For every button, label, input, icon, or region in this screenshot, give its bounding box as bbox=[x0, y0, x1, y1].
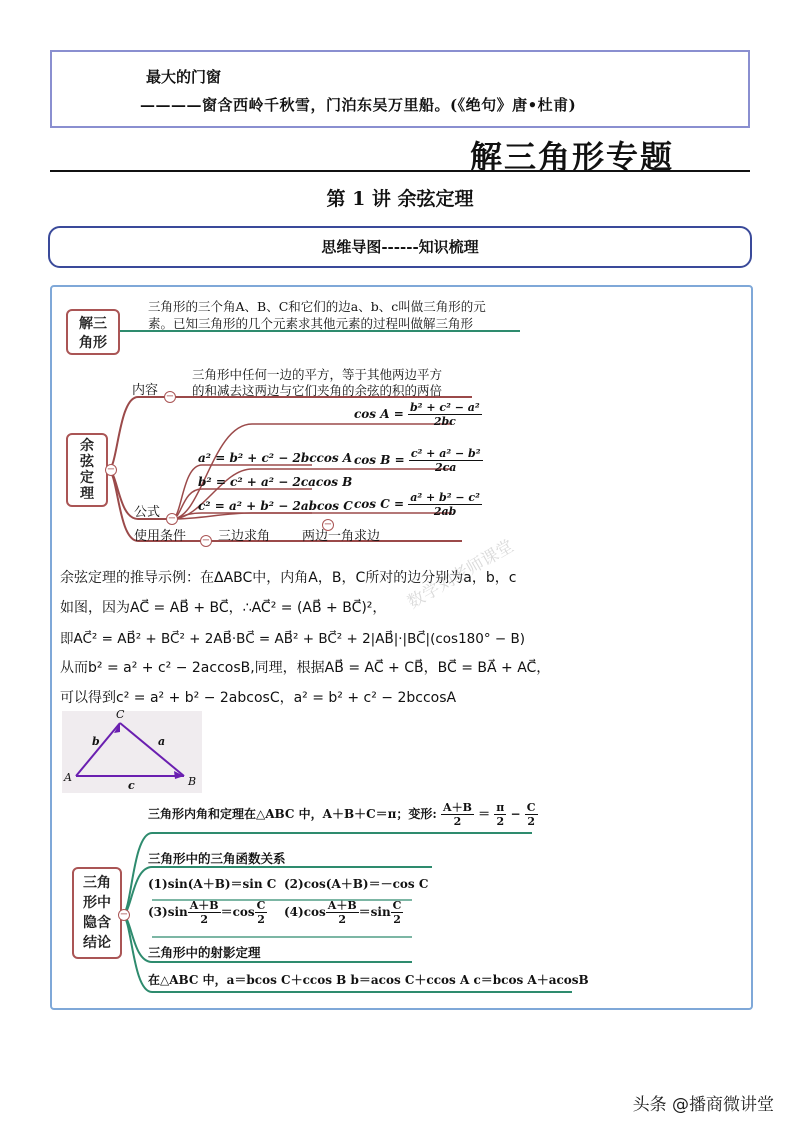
projection-title: 三角形中的射影定理 bbox=[148, 945, 261, 960]
cosB-fraction bbox=[409, 447, 483, 474]
vertex-a: A bbox=[64, 771, 72, 784]
trig-title: 三角形中的三角函数关系 bbox=[148, 851, 286, 866]
content-label: 内容 bbox=[132, 383, 159, 398]
cosA-fraction bbox=[408, 401, 482, 428]
cosB-num: c² + a² − b² bbox=[410, 447, 481, 460]
formula-cosC bbox=[354, 491, 482, 518]
formula-eq1: a² = b² + c² − 2bccos A bbox=[198, 451, 353, 465]
trig3-frac-c bbox=[255, 899, 268, 926]
pi-frac bbox=[494, 801, 506, 828]
pi-den: 2 bbox=[496, 815, 505, 828]
trig4-frac-ab bbox=[326, 899, 359, 926]
node-cosine-law-char3: 定 bbox=[80, 470, 94, 486]
trig-4 bbox=[284, 899, 403, 926]
side-b: b bbox=[92, 735, 100, 748]
derivation-line2: 如图，因为AC⃗ = AB⃗ + BC⃗，∴AC⃗² = (AB⃗ + BC⃗)²， bbox=[60, 600, 387, 616]
node3-label-line2: 形中 bbox=[83, 895, 111, 911]
node-implicit-conclusions bbox=[72, 867, 122, 959]
side-c: c bbox=[128, 779, 135, 792]
cosA-label: cos A = bbox=[354, 407, 404, 421]
node-cosine-law-char2: 弦 bbox=[80, 454, 94, 470]
cosB-den: 2ca bbox=[434, 461, 457, 474]
side-a: a bbox=[158, 735, 166, 748]
collapse-toggle-icon[interactable]: − bbox=[119, 909, 129, 920]
derivation-line4: 从而b² = a² + c² − 2accosB,同理，根据AB⃗ = AC⃗ + CB⃗，BC⃗ = BA⃗ + AC⃗， bbox=[60, 660, 551, 676]
formula-cosA bbox=[354, 401, 482, 428]
node-cosine-law-char1: 余 bbox=[80, 438, 94, 454]
quote-line: ————窗含西岭千秋雪，门泊东吴万里船。(《绝句》唐•杜甫) bbox=[140, 96, 577, 114]
collapse-toggle-icon[interactable]: − bbox=[165, 391, 175, 402]
angle-sum-frac bbox=[441, 801, 474, 828]
trig-2: (2)cos(A＋B)＝－cos C bbox=[284, 877, 429, 891]
trig3-c-den: 2 bbox=[257, 913, 265, 926]
formula-label: 公式 bbox=[134, 505, 161, 520]
trig4-den: 2 bbox=[338, 913, 347, 926]
usage-2: 两边一角求边 bbox=[302, 529, 381, 544]
cosC-den: 2ab bbox=[433, 505, 457, 518]
derivation-line1: 余弦定理的推导示例：在ΔABC中，内角A，B，C所对的边分别为a，b，c bbox=[60, 570, 517, 586]
angle-sum-eq: ＝ bbox=[478, 807, 491, 821]
vertex-c: C bbox=[116, 708, 125, 721]
trig3-prefix: (3)sin bbox=[148, 905, 188, 919]
formula-eq2: b² = c² + a² − 2cacos B bbox=[198, 475, 353, 489]
collapse-toggle-icon[interactable]: − bbox=[167, 513, 177, 524]
usage-label: 使用条件 bbox=[134, 529, 187, 544]
node-cosine-law bbox=[66, 433, 108, 507]
trig4-c-den: 2 bbox=[393, 913, 401, 926]
collapse-toggle-icon[interactable]: − bbox=[323, 519, 333, 530]
mindmap-banner: 思维导图------知识梳理 bbox=[48, 226, 752, 268]
lecture-title: 第 1 讲 余弦定理 bbox=[326, 188, 474, 210]
trig4-num: A＋B bbox=[327, 899, 357, 912]
c-num: C bbox=[526, 801, 536, 814]
trig3-c-num: C bbox=[256, 899, 266, 912]
derivation-line3: 即AC⃗² = AB⃗² + BC⃗² + 2AB⃗·BC⃗ = AB⃗² + BC⃗² + 2|AB⃗|·|BC⃗|(cos180° − B) bbox=[60, 631, 526, 647]
trig4-frac-c bbox=[391, 899, 404, 926]
page-title: 解三角形专题 bbox=[470, 138, 675, 176]
node3-label-line3: 隐含 bbox=[83, 915, 111, 931]
cosC-label: cos C = bbox=[354, 497, 405, 511]
node3-label-line4: 结论 bbox=[83, 935, 111, 951]
node3-label-line1: 三角 bbox=[83, 875, 111, 891]
formula-cosB bbox=[354, 447, 483, 474]
node-solve-triangle-line2: 角形 bbox=[79, 335, 107, 351]
vertex-b: B bbox=[188, 775, 197, 788]
node1-desc-line1: 三角形的三个角A、B、C和它们的边a、b、c叫做三角形的元 bbox=[148, 299, 486, 314]
projection-line: 在△ABC 中，a＝bcos C＋ccos B b＝acos C＋ccos A c＝bcos A＋acosB bbox=[148, 973, 589, 987]
formula-eq3: c² = a² + b² − 2abcos C bbox=[198, 499, 353, 513]
angle-sum-prefix: 三角形内角和定理在△ABC 中，A＋B＋C＝π；变形: bbox=[148, 807, 437, 821]
trig3-den: 2 bbox=[200, 913, 208, 926]
cosC-num: a² + b² − c² bbox=[410, 491, 480, 504]
trig4-c-num: C bbox=[392, 899, 402, 912]
triangle-figure bbox=[62, 708, 202, 793]
derivation-line5: 可以得到c² = a² + b² − 2abcosC，a² = b² + c² − 2bccosA bbox=[60, 690, 457, 706]
quote-title: 最大的门窗 bbox=[146, 68, 222, 86]
cosA-den: 2bc bbox=[433, 415, 456, 428]
pi-num: π bbox=[496, 801, 505, 814]
content-line2: 的和减去这两边与它们夹角的余弦的积的两倍 bbox=[192, 383, 443, 398]
usage-1: 三边求角 bbox=[218, 529, 271, 544]
angle-sum-rule bbox=[148, 801, 538, 828]
watermark: 数学刘老师课堂 bbox=[404, 536, 518, 614]
quote-box bbox=[50, 50, 750, 128]
collapse-toggle-icon[interactable]: − bbox=[201, 535, 211, 546]
content-box bbox=[50, 285, 753, 1010]
trig3-mid: ＝cos bbox=[220, 905, 255, 919]
node-cosine-law-char4: 理 bbox=[80, 486, 94, 502]
footer-credit: 头条 @播商微讲堂 bbox=[632, 1095, 774, 1115]
trig-3 bbox=[148, 899, 267, 926]
trig3-num: A＋B bbox=[189, 899, 219, 912]
angle-sum-num: A＋B bbox=[443, 801, 472, 814]
content-line1: 三角形中任何一边的平方，等于其他两边平方 bbox=[192, 367, 443, 382]
trig-1: (1)sin(A＋B)＝sin C bbox=[148, 877, 277, 891]
cosB-label: cos B = bbox=[354, 453, 405, 467]
c-frac bbox=[525, 801, 538, 828]
trig4-mid: ＝sin bbox=[358, 905, 391, 919]
node-solve-triangle-line1: 解三 bbox=[79, 316, 107, 332]
collapse-toggle-icon[interactable]: − bbox=[106, 464, 116, 475]
angle-sum-den: 2 bbox=[453, 815, 462, 828]
c-den: 2 bbox=[527, 815, 535, 828]
cosC-fraction bbox=[408, 491, 482, 518]
node1-desc-line2: 素。已知三角形的几个元素求其他元素的过程叫做解三角形 bbox=[148, 316, 474, 331]
cosA-num: b² + c² − a² bbox=[409, 401, 480, 414]
trig4-prefix: (4)cos bbox=[284, 905, 326, 919]
title-rule bbox=[50, 170, 750, 172]
angle-sum-minus: − bbox=[510, 807, 521, 821]
trig3-frac-ab bbox=[188, 899, 221, 926]
